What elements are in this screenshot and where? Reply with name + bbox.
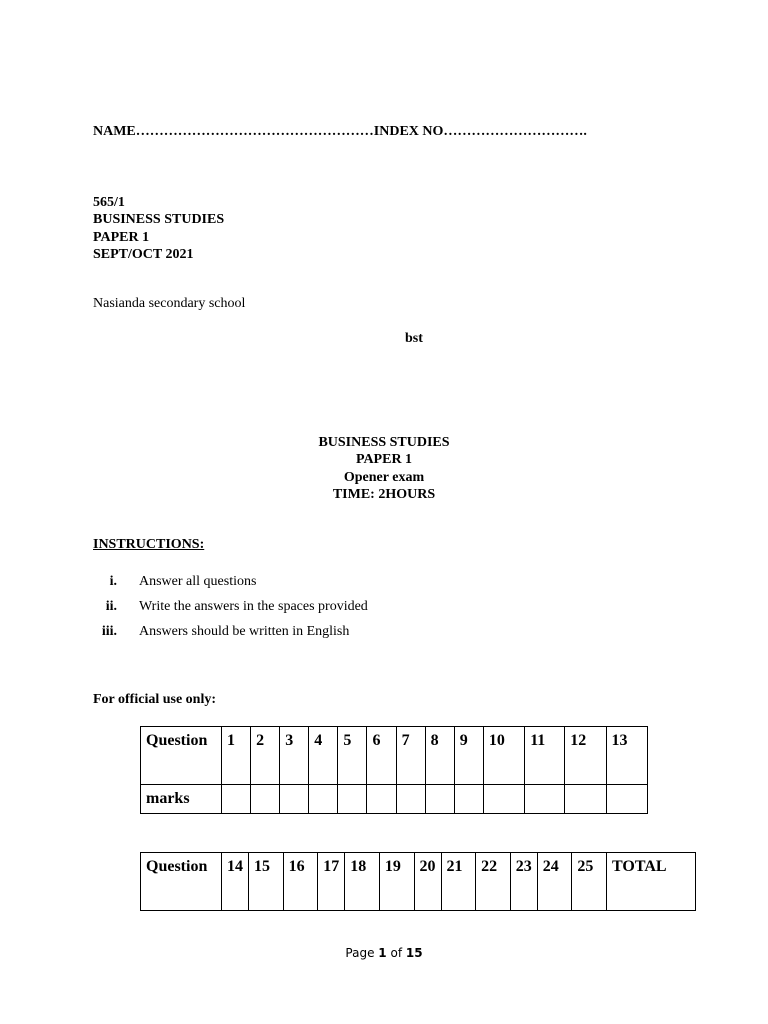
tag-text: bst xyxy=(405,331,423,346)
table-row xyxy=(141,853,696,911)
paper-number: PAPER 1 xyxy=(93,229,150,245)
instruction-item xyxy=(93,594,368,619)
instruction-number: i. xyxy=(109,573,117,589)
paper-subject: BUSINESS STUDIES xyxy=(93,212,225,228)
question-number-cell: 24 xyxy=(537,853,572,911)
title-paper: PAPER 1 xyxy=(355,452,413,468)
instruction-text: Write the answers in the spaces provided xyxy=(139,598,368,614)
name-index-line: NAME……………………………………………INDEX NO…………………………. xyxy=(93,124,587,139)
marks-label-cell: marks xyxy=(141,785,222,814)
question-number-cell: 23 xyxy=(510,853,537,911)
page-total: 15 xyxy=(405,946,423,960)
question-number-cell: 15 xyxy=(249,853,284,911)
official-use-label: For official use only: xyxy=(93,692,217,707)
paper-code: 565/1 xyxy=(93,195,125,210)
instruction-text: Answer all questions xyxy=(139,573,257,589)
marks-entry-cell[interactable] xyxy=(280,785,309,814)
marks-entry-cell[interactable] xyxy=(251,785,280,814)
question-number-cell: 10 xyxy=(483,727,524,785)
page-footer xyxy=(0,946,768,960)
marks-table-1 xyxy=(140,726,648,814)
question-number-cell: 3 xyxy=(280,727,309,785)
marks-entry-cell[interactable] xyxy=(396,785,425,814)
question-number-cell: 11 xyxy=(525,727,565,785)
paper-date: SEPT/OCT 2021 xyxy=(93,246,194,262)
question-number-cell: 7 xyxy=(396,727,425,785)
instructions-title: INSTRUCTIONS: xyxy=(93,537,205,552)
question-number-cell: 5 xyxy=(338,727,367,785)
marks-entry-cell[interactable] xyxy=(525,785,565,814)
question-number-cell: 9 xyxy=(454,727,483,785)
question-number-cell: 4 xyxy=(309,727,338,785)
question-number-cell: 22 xyxy=(476,853,511,911)
instruction-item xyxy=(93,620,368,645)
question-number-cell: 19 xyxy=(379,853,414,911)
page-label: Page xyxy=(345,946,375,960)
marks-entry-cell[interactable] xyxy=(606,785,647,814)
school-name: Nasianda secondary school xyxy=(93,296,246,311)
instruction-item xyxy=(93,569,368,594)
question-header-cell: Question xyxy=(141,853,222,911)
paper-header xyxy=(93,194,224,263)
question-number-cell: 17 xyxy=(318,853,345,911)
marks-entry-cell[interactable] xyxy=(222,785,251,814)
question-number-cell: 25 xyxy=(572,853,607,911)
question-number-cell: 2 xyxy=(251,727,280,785)
marks-entry-cell[interactable] xyxy=(309,785,338,814)
page-current: 1 xyxy=(378,946,387,960)
question-number-cell: 20 xyxy=(414,853,441,911)
total-header-cell: TOTAL xyxy=(607,853,696,911)
title-exam: Opener exam xyxy=(343,469,425,485)
question-number-cell: 18 xyxy=(345,853,380,911)
instruction-text: Answers should be written in English xyxy=(139,624,350,640)
instruction-number: ii. xyxy=(105,598,117,614)
instruction-number: iii. xyxy=(101,624,117,640)
title-block xyxy=(234,434,534,503)
question-number-cell: 12 xyxy=(565,727,606,785)
question-number-cell: 14 xyxy=(222,853,249,911)
question-number-cell: 13 xyxy=(606,727,647,785)
marks-table-2 xyxy=(140,852,696,911)
question-number-cell: 8 xyxy=(425,727,454,785)
marks-entry-cell[interactable] xyxy=(338,785,367,814)
marks-entry-cell[interactable] xyxy=(425,785,454,814)
table-row xyxy=(141,785,648,814)
page-of: of xyxy=(390,946,403,960)
question-header-cell: Question xyxy=(141,727,222,785)
marks-entry-cell[interactable] xyxy=(483,785,524,814)
table-row xyxy=(141,727,648,785)
marks-entry-cell[interactable] xyxy=(454,785,483,814)
question-number-cell: 1 xyxy=(222,727,251,785)
instructions-list xyxy=(93,569,368,645)
marks-entry-cell[interactable] xyxy=(565,785,606,814)
title-subject: BUSINESS STUDIES xyxy=(318,435,450,450)
question-number-cell: 16 xyxy=(283,853,318,911)
title-time: TIME: 2HOURS xyxy=(332,486,436,502)
question-number-cell: 21 xyxy=(441,853,476,911)
question-number-cell: 6 xyxy=(367,727,396,785)
marks-entry-cell[interactable] xyxy=(367,785,396,814)
